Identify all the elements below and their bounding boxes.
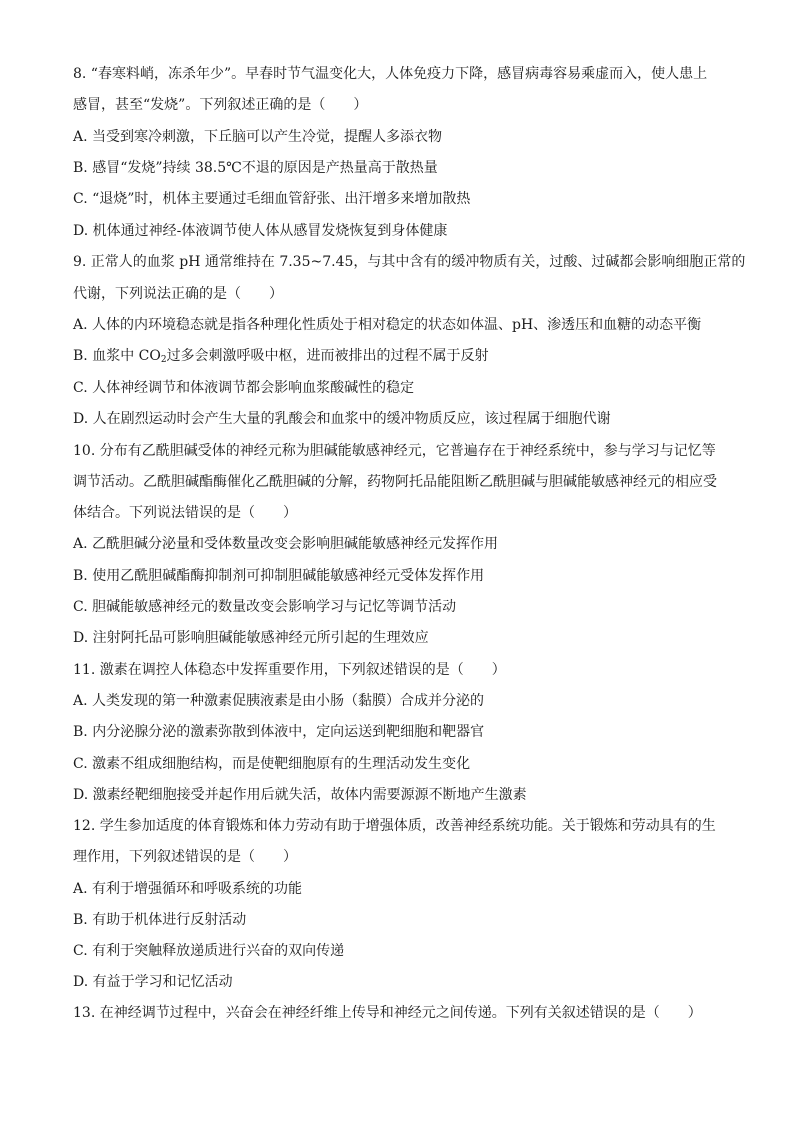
question-8-option-b: B. 感冒“发烧”持续 38.5℃不退的原因是产热量高于散热量 bbox=[73, 160, 438, 176]
question-11-option-a: A. 人类发现的第一种激素促胰液素是由小肠（黏膜）合成并分泌的 bbox=[73, 693, 485, 709]
question-11-option-c: C. 激素不组成细胞结构，而是使靶细胞原有的生理活动发生变化 bbox=[73, 756, 471, 772]
question-8-stem-line-1: 8. “春寒料峭，冻杀年少”。早春时节气温变化大，人体免疫力下降，感冒病毒容易乘虚而入，使人患上 bbox=[73, 66, 708, 82]
question-10-stem-line-1: 10. 分布有乙酰胆碱受体的神经元称为胆碱能敏感神经元，它普遍存在于神经系统中，参与学习与记忆等 bbox=[73, 443, 716, 459]
question-12-option-c: C. 有利于突触释放递质进行兴奋的双向传递 bbox=[73, 943, 345, 959]
question-10-option-b: B. 使用乙酰胆碱酯酶抑制剂可抑制胆碱能敏感神经元受体发挥作用 bbox=[73, 568, 485, 584]
question-12-option-a: A. 有利于增强循环和呼吸系统的功能 bbox=[73, 881, 303, 897]
question-9-option-b-rest: 过多会刺激呼吸中枢，进而被排出的过程不属于反射 bbox=[166, 348, 489, 364]
question-8-option-a: A. 当受到寒冷刺激，下丘脑可以产生冷觉，提醒人多添衣物 bbox=[73, 129, 443, 145]
question-10-option-c: C. 胆碱能敏感神经元的数量改变会影响学习与记忆等调节活动 bbox=[73, 599, 457, 615]
question-10-stem-line-3: 体结合。下列说法错误的是（ ） bbox=[73, 505, 297, 521]
question-10-option-a: A. 乙酰胆碱分泌量和受体数量改变会影响胆碱能敏感神经元发挥作用 bbox=[73, 536, 499, 552]
co2-subscript: 2 bbox=[160, 355, 167, 365]
question-9-stem-line-2: 代谢，下列说法正确的是（ ） bbox=[73, 286, 283, 302]
question-9-option-b-prefix: B. 血浆中 CO bbox=[73, 348, 161, 364]
question-12-stem-line-1: 12. 学生参加适度的体育锻炼和体力劳动有助于增强体质，改善神经系统功能。关于锻炼和劳动具有的生 bbox=[73, 818, 716, 834]
question-11-option-d: D. 激素经靶细胞接受并起作用后就失活，故体内需要源源不断地产生激素 bbox=[73, 787, 527, 803]
question-9-option-a: A. 人体的内环境稳态就是指各种理化性质处于相对稳定的状态如体温、pH、渗透压和血糖的动态平衡 bbox=[73, 317, 702, 333]
question-12-stem-line-2: 理作用，下列叙述错误的是（ ） bbox=[73, 849, 297, 865]
question-12-option-d: D. 有益于学习和记忆活动 bbox=[73, 974, 233, 990]
question-11-stem-line-1: 11. 激素在调控人体稳态中发挥重要作用，下列叙述错误的是（ ） bbox=[73, 662, 506, 678]
question-8-option-c: C. “退烧”时，机体主要通过毛细血管舒张、出汗增多来增加散热 bbox=[73, 191, 471, 207]
question-10-stem-line-2: 调节活动。乙酰胆碱酯酶催化乙酰胆碱的分解，药物阿托品能阻断乙酰胆碱与胆碱能敏感神经元的相应受 bbox=[73, 474, 717, 490]
question-10-option-d: D. 注射阿托品可影响胆碱能敏感神经元所引起的生理效应 bbox=[73, 630, 429, 646]
question-11-option-b: B. 内分泌腺分泌的激素弥散到体液中，定向运送到靶细胞和靶器官 bbox=[73, 724, 485, 740]
question-9-option-b bbox=[73, 347, 489, 365]
question-9-option-d: D. 人在剧烈运动时会产生大量的乳酸会和血浆中的缓冲物质反应，该过程属于细胞代谢 bbox=[73, 411, 611, 427]
question-13-stem-line-1: 13. 在神经调节过程中，兴奋会在神经纤维上传导和神经元之间传递。下列有关叙述错误的是（ ） bbox=[73, 1005, 702, 1021]
question-9-option-c: C. 人体神经调节和体液调节都会影响血浆酸碱性的稳定 bbox=[73, 380, 415, 396]
question-9-stem-line-1: 9. 正常人的血浆 pH 通常维持在 7.35~7.45，与其中含有的缓冲物质有关，过酸、过碱都会影响细胞正常的 bbox=[73, 254, 746, 270]
question-8-option-d: D. 机体通过神经-体液调节使人体从感冒发烧恢复到身体健康 bbox=[73, 223, 448, 239]
question-12-option-b: B. 有助于机体进行反射活动 bbox=[73, 912, 247, 928]
question-8-stem-line-2: 感冒，甚至“发烧”。下列叙述正确的是（ ） bbox=[73, 97, 368, 113]
